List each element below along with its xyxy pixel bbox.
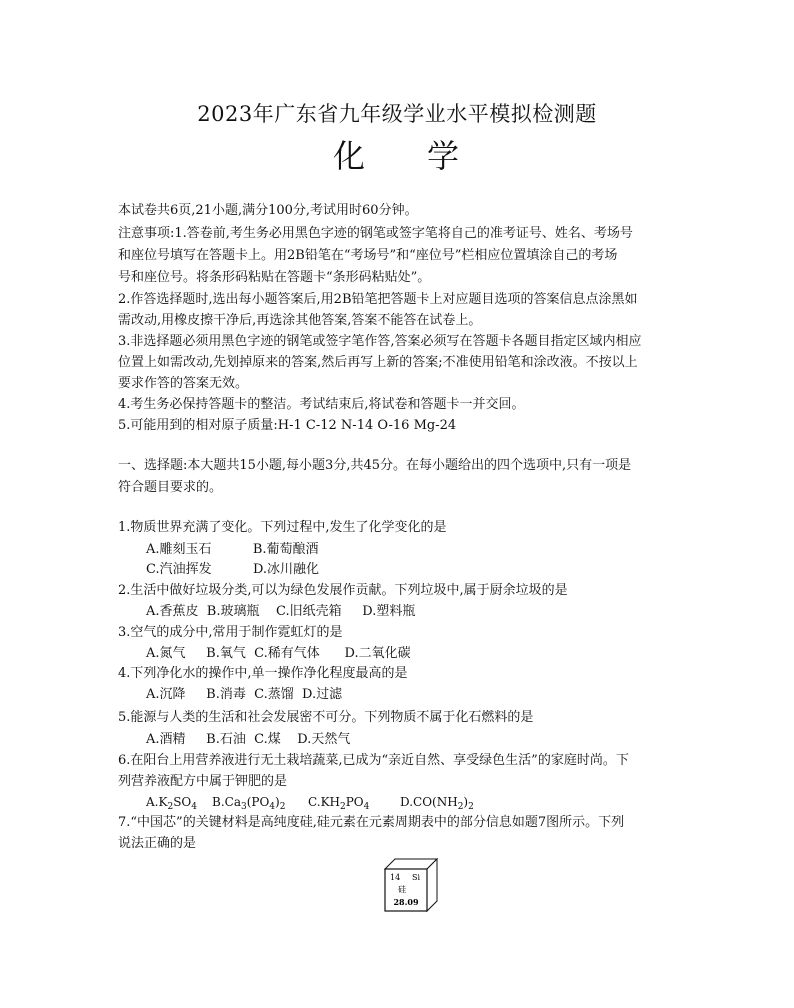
notice-line-3: 号和座位号。将条形码粘贴在答题卡“条形码粘贴处”。: [118, 270, 431, 285]
question-1: 1.物质世界充满了变化。下列过程中,发生了化学变化的是: [118, 520, 447, 535]
question-2: 2.生活中做好垃圾分类,可以为绿色发展作贡献。下列垃圾中,属于厨余垃圾的是: [118, 583, 568, 598]
exam-title: 2023年广东省九年级学业水平模拟检测题: [197, 102, 597, 126]
notice-line-7: 位置上如需改动,先划掉原来的答案,然后再写上新的答案;不准使用铅笔和涂改液。不按以上: [118, 355, 638, 370]
subject-char-2: 学: [427, 137, 462, 175]
subject-char-1: 化: [332, 137, 367, 175]
question-5: 5.能源与人类的生活和社会发展密不可分。下列物质不属于化石燃料的是: [118, 710, 534, 725]
question-7-line-1: 7.“中国芯”的关键材料是高纯度硅,硅元素在元素周期表中的部分信息如题7图所示。下列: [118, 815, 625, 830]
question-6-line-1: 6.在阳台上用营养液进行无土栽培蔬菜,已成为“亲近自然、享受绿色生活”的家庭时尚。下: [118, 753, 629, 768]
question-1-options-cd: C.汽油挥发 D.冰川融化: [146, 562, 320, 577]
silicon-element-card: [381, 855, 441, 913]
question-4: 4.下列净化水的操作中,单一操作净化程度最高的是: [118, 666, 408, 681]
notice-line-2: 和座位号填写在答题卡上。用2B铅笔在“考场号”和“座位号”栏相应位置填涂自己的考场: [118, 248, 618, 263]
question-6-line-2: 列营养液配方中属于钾肥的是: [118, 774, 288, 789]
question-5-options: A.酒精 B.石油 C.煤 D.天然气: [146, 732, 351, 747]
notice-line-10: 5.可能用到的相对原子质量:H-1 C-12 N-14 O-16 Mg-24: [118, 418, 457, 433]
question-6-option-d: $D.CO(NH_2)_2$: [400, 795, 474, 812]
question-3: 3.空气的成分中,常用于制作霓虹灯的是: [118, 625, 343, 640]
question-6-option-b: $B.Ca_3(PO_4)_2$: [212, 795, 286, 812]
section-heading-line-1: 一、选择题:本大题共15小题,每小题3分,共45分。在每小题给出的四个选项中,只有一项是: [118, 458, 632, 473]
subject-heading: [0, 131, 794, 177]
question-6-option-a: $A.K_2SO_4$: [146, 795, 197, 812]
question-2-options: A.香蕉皮 B.玻璃瓶 C.旧纸壳箱 D.塑料瓶: [146, 604, 416, 619]
element-number: 14: [390, 873, 401, 882]
element-mass: 28.09: [393, 897, 419, 907]
question-4-options: A.沉降 B.消毒 C.蒸馏 D.过滤: [146, 687, 343, 702]
question-1-options-ab: A.雕刻玉石 B.葡萄酿酒: [146, 542, 319, 557]
notice-line-8: 要求作答的答案无效。: [118, 376, 249, 391]
section-heading-line-2: 符合题目要求的。: [118, 480, 223, 495]
notice-line-9: 4.考生务必保持答题卡的整洁。考试结束后,将试卷和答题卡一并交回。: [118, 397, 525, 412]
notice-intro: 本试卷共6页,21小题,满分100分,考试用时60分钟。: [118, 203, 418, 218]
question-6-option-c: $C.KH_2PO_4$: [308, 795, 370, 812]
notice-line-6: 3.非选择题必须用黑色字迹的钢笔或签字笔作答,答案必须写在答题卡各题目指定区域内相应: [118, 334, 642, 349]
question-7-line-2: 说法正确的是: [118, 836, 197, 851]
element-name: 硅: [398, 885, 406, 894]
element-symbol: Si: [412, 873, 421, 882]
notice-line-1: 注意事项:1.答卷前,考生务必用黑色字迹的钢笔或签字笔将自己的准考证号、姓名、考场号: [118, 226, 633, 241]
notice-line-4: 2.作答选择题时,选出每小题答案后,用2B铅笔把答题卡上对应题目选项的答案信息点涂黑如: [118, 292, 638, 307]
question-3-options: A.氮气 B.氧气 C.稀有气体 D.二氧化碳: [146, 646, 411, 661]
notice-line-5: 需改动,用橡皮擦干净后,再选涂其他答案,答案不能答在试卷上。: [118, 313, 482, 328]
